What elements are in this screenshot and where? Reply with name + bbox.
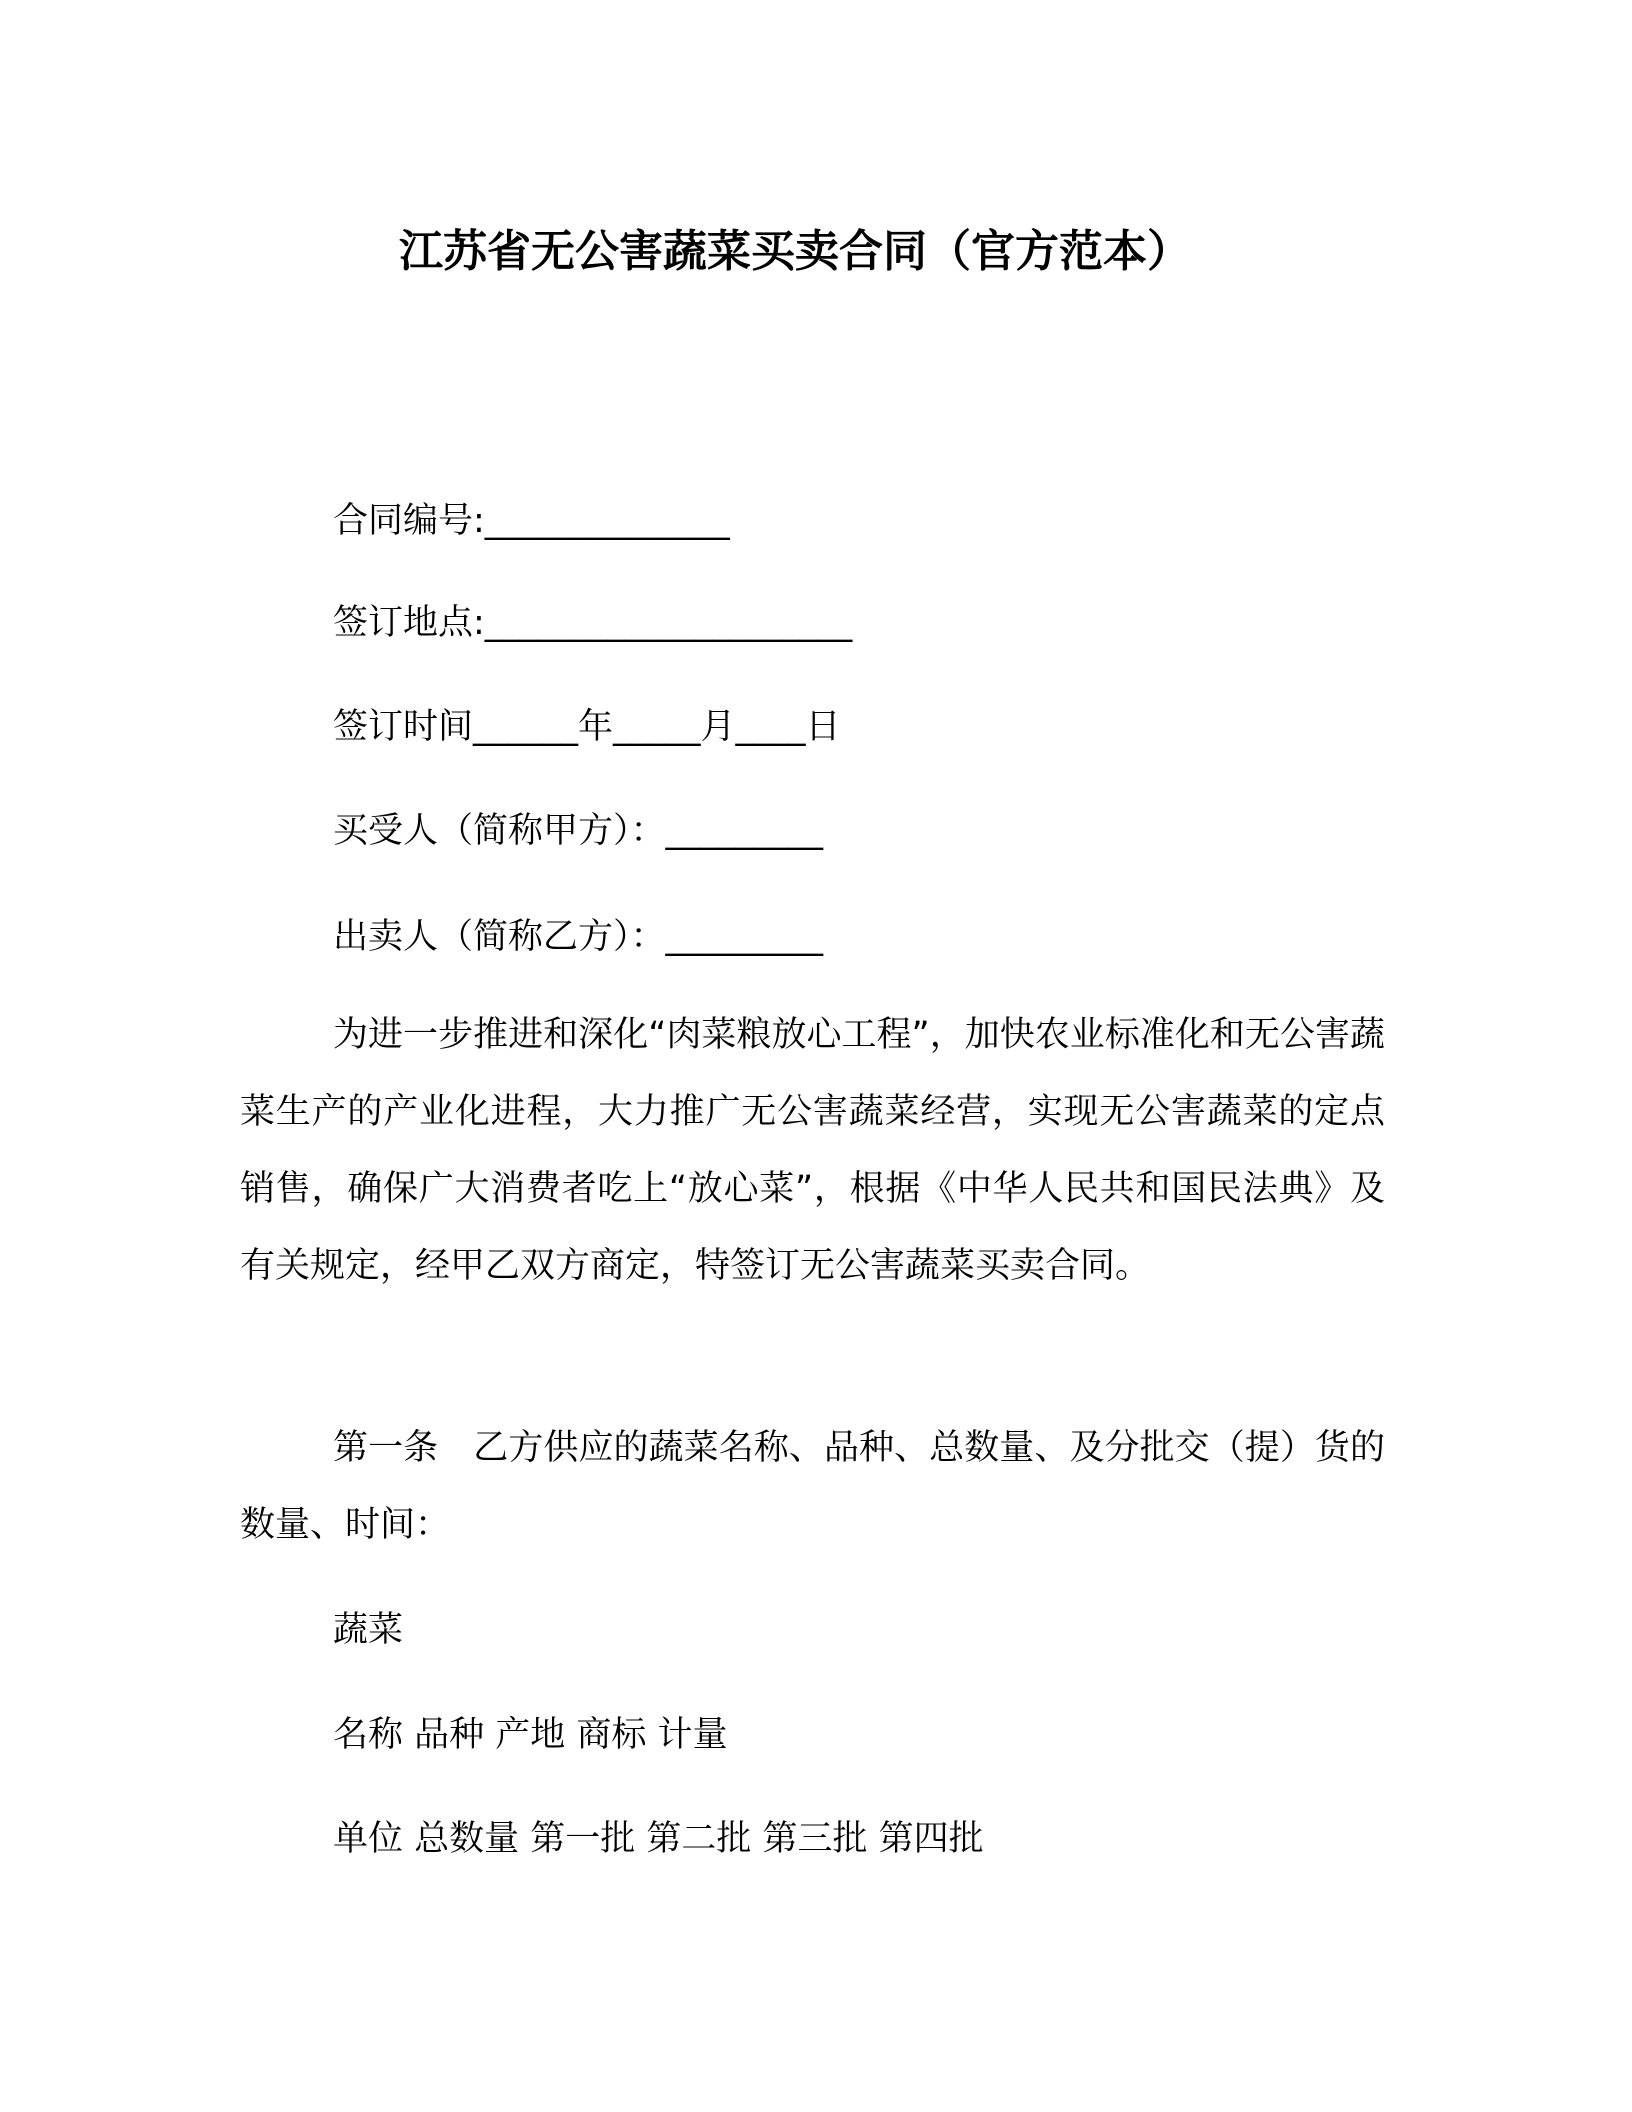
- article-one-paragraph: 第一条 乙方供应的蔬菜名称、品种、总数量、及分批交（提）货的数量、时间：: [240, 1428, 1385, 1545]
- contract-number-field: 合同编号:______________: [333, 501, 730, 541]
- signing-time-field: 签订时间______年_____月____日: [333, 707, 841, 747]
- preamble-paragraph: 为进一步推进和深化“肉菜粮放心工程”，加快农业标准化和无公害蔬菜生产的产业化进程，大力推广无公害蔬菜经营，实现无公害蔬菜的定点销售，确保广大消费者吃上“放心菜”，根据《中华人民共和国民法典》及有关规定，经甲乙双方商定，特签订无公害蔬菜买卖合同。: [240, 1015, 1385, 1286]
- document-title: 江苏省无公害蔬菜买卖合同（官方范本）: [399, 226, 1191, 277]
- buyer-field: 买受人（简称甲方）：_________: [333, 811, 824, 851]
- table-line-vegetable: 蔬菜: [333, 1610, 404, 1650]
- seller-field: 出卖人（简称乙方）：_________: [333, 917, 824, 957]
- table-line-columns-2: 单位 总数量 第一批 第二批 第三批 第四批: [333, 1819, 984, 1859]
- table-line-columns-1: 名称 品种 产地 商标 计量: [333, 1715, 728, 1755]
- signing-place-field: 签订地点:_____________________: [333, 603, 853, 643]
